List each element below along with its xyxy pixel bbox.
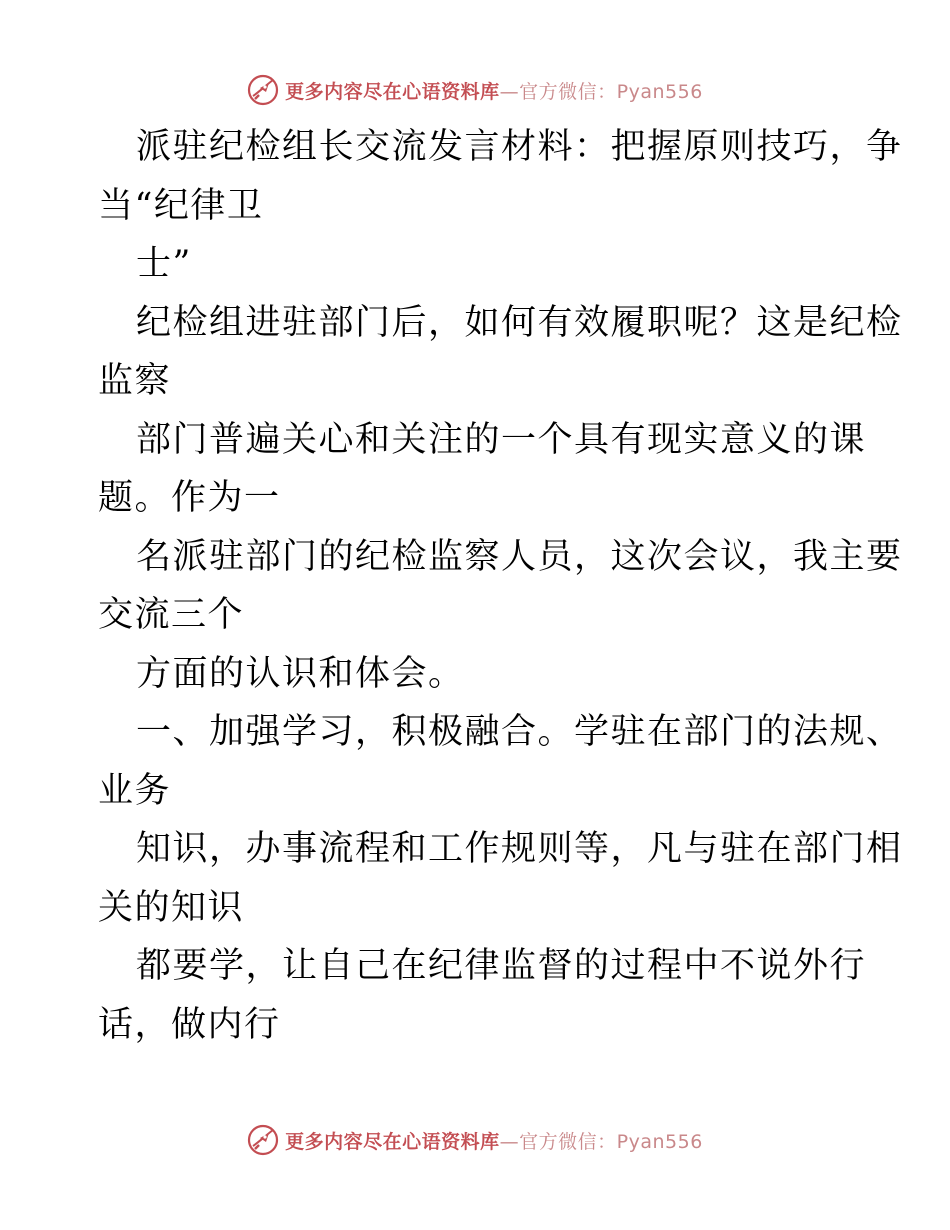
text-line: 知识，办事流程和工作规则等，凡与驻在部门相 [136,829,903,869]
text-line: 交流三个 [98,595,245,635]
document-body [98,118,903,1054]
header-watermark-banner [0,70,950,110]
pen-nib-logo-icon [247,1124,279,1156]
text-line: 都要学，让自己在纪律监督的过程中不说外行 [136,946,867,986]
text-line: 一、加强学习，积极融合。学驻在部门的法规、 [136,712,903,752]
text-line: 方面的认识和体会。 [136,653,465,694]
text-line: 士” [136,244,192,284]
pen-nib-logo-icon [247,74,279,106]
text-line: 部门普遍关心和关注的一个具有现实意义的课 [136,419,867,460]
text-line: 名派驻部门的纪检监察人员，这次会议，我主要 [136,536,903,577]
watermark-text: 更多内容尽在心语资料库—官方微信：Pyan556 [285,1130,703,1153]
footer-watermark-banner [0,1120,950,1160]
text-line: 监察 [98,361,172,401]
text-line: 话，做内行 [98,1004,281,1045]
text-line: 题。作为一 [98,478,281,518]
watermark-text: 更多内容尽在心语资料库—官方微信：Pyan556 [285,80,703,103]
text-line: 关的知识 [98,887,245,928]
text-line: 纪检组进驻部门后，如何有效履职呢？这是纪检 [136,302,903,343]
text-line: 当“纪律卫 [98,185,264,226]
watermark-content [247,1124,703,1156]
text-line: 派驻纪检组长交流发言材料：把握原则技巧，争 [136,127,903,167]
text-line: 业务 [98,770,172,811]
watermark-content [247,74,703,106]
